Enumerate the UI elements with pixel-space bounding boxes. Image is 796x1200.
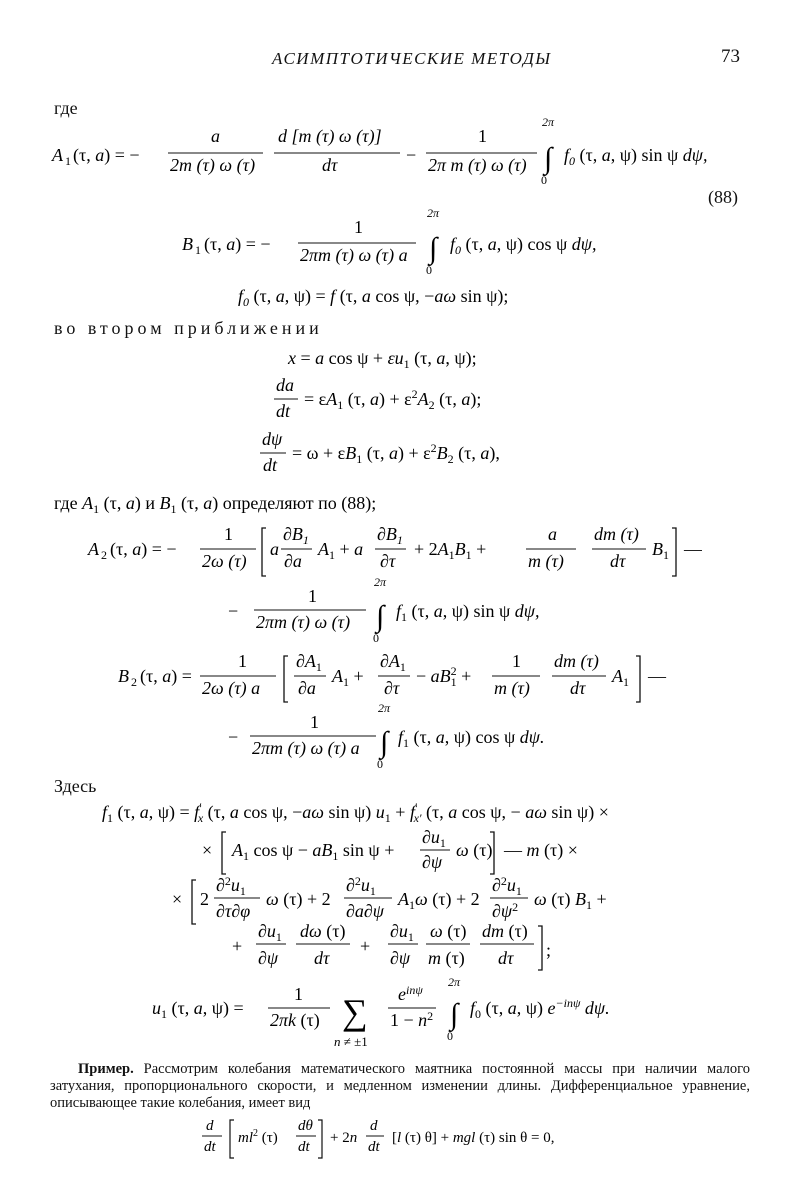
- svg-text:(τ, a) =: (τ, a) =: [140, 666, 192, 686]
- svg-text:1: 1: [512, 651, 521, 671]
- equation-a2-line1: [86, 520, 702, 582]
- svg-text:B: B: [118, 666, 129, 686]
- svg-text:2π: 2π: [427, 206, 440, 220]
- svg-text:dθ: dθ: [298, 1118, 313, 1134]
- equation-b2-line1: [116, 648, 676, 708]
- svg-text:1 − n2: $1 - n^2$: [390, 1009, 434, 1030]
- svg-text:f0 (τ, a, ψ) = f (τ, a cos: $f_0$ (τ, a, ψ) = f (τ, a cos ψ, −aω sin ψ);: [238, 286, 509, 309]
- svg-text:A: A: [52, 145, 63, 165]
- svg-text:1: 1: [354, 217, 363, 237]
- equation-b1: [180, 203, 640, 283]
- svg-text:dτ: dτ: [322, 155, 338, 175]
- svg-text:ω (τ) B1 +: ω (τ) $B_1$ +: [534, 889, 607, 912]
- svg-text:∂u1: $\partial u_1$: [390, 921, 414, 944]
- svg-text:m (τ): m (τ): [428, 948, 465, 968]
- svg-text:einψ: $e^{in\psi}$: [398, 983, 423, 1004]
- svg-text:A1 + a: $A_1 + a$: [318, 539, 364, 562]
- svg-text:A1 cos ψ − aB1 sin ψ +: $A_1$ $\cos \psi - aB_1$ sin ψ +: [232, 840, 395, 863]
- svg-text:−: −: [228, 727, 239, 747]
- svg-text:∫: ∫: [376, 600, 385, 633]
- svg-text:0: 0: [426, 263, 432, 277]
- svg-text:dτ: dτ: [498, 948, 514, 968]
- svg-text:∂2u1: $\partial^2u_1$: [492, 874, 522, 898]
- equation-f1-line1: [100, 798, 670, 828]
- svg-text:∂τ: ∂τ: [384, 678, 400, 698]
- svg-text:A: A: [88, 539, 99, 559]
- svg-text:= εA1 (τ, a) + ε2A2 (τ, a);: = $\varepsilon A_1$ (τ, $a) + \varepsilon^2A_2$ (τ, a);: [304, 387, 482, 412]
- example-equation: [200, 1114, 600, 1162]
- text-gde: где: [54, 98, 78, 118]
- svg-text:d: d: [370, 1118, 378, 1134]
- svg-text:1: 1: [195, 243, 201, 257]
- svg-text:∂τ∂φ: ∂τ∂φ: [216, 901, 251, 921]
- svg-text:0: 0: [541, 173, 547, 187]
- svg-text:∂ψ: ∂ψ: [390, 948, 411, 968]
- svg-text:dτ: dτ: [610, 551, 626, 571]
- svg-text:∫: ∫: [380, 726, 389, 759]
- text-second-approx: во втором приближении: [54, 318, 323, 338]
- svg-text:+ 2n: + 2n: [330, 1130, 358, 1146]
- svg-text:0: 0: [447, 1029, 453, 1043]
- svg-text:∂2u1: $\partial^2u_1$: [346, 874, 376, 898]
- svg-text:−: −: [228, 601, 239, 621]
- svg-text:∫: ∫: [429, 232, 438, 265]
- svg-text:2πm (τ) ω (τ): 2πm (τ) ω (τ): [256, 612, 351, 632]
- svg-text:2π: 2π: [448, 975, 461, 989]
- svg-text:∂a: ∂a: [298, 678, 316, 698]
- svg-text:+: +: [232, 936, 243, 956]
- svg-text:ω (τ): ω (τ): [430, 921, 467, 941]
- svg-text:(τ, a) = −: (τ, a) = −: [73, 145, 140, 165]
- svg-text:n ≠ ±1: n ≠ ±1: [334, 1034, 368, 1049]
- svg-text:f0 (τ, a, ψ) cos ψ dψ,: $f_0$ (τ, a, ψ) cos ψ dψ,: [450, 234, 597, 257]
- svg-text:∑: ∑: [342, 992, 368, 1032]
- equation-dadt: [272, 375, 532, 425]
- svg-text:f1 (τ, a, ψ) cos ψ dψ.: $f_1$ (τ, a, ψ) cos ψ dψ.: [398, 727, 545, 750]
- svg-text:= ω + εB1 (τ, a) + ε2B2 (τ,: = $\omega + \varepsilon B_1$ (τ, $a) + \varepsilon^2B_2$ (τ, a),: [292, 441, 500, 466]
- svg-text:− aB21 +: − $aB^2$ 1 +: [416, 664, 472, 689]
- svg-text:f0 (τ, a, ψ) sin ψ dψ,: $f_0$ (τ, a, ψ) sin ψ dψ,: [564, 145, 708, 168]
- equation-u1: [150, 974, 670, 1052]
- svg-text:×: ×: [172, 889, 183, 909]
- svg-text:A1ω (τ) + 2: $A_1\omega$ (τ) + 2: [398, 889, 480, 912]
- svg-text:u1 (τ, a, ψ) =: $u_1$ (τ, a, ψ) =: [152, 998, 244, 1021]
- svg-text:dm (τ): dm (τ): [594, 524, 639, 544]
- svg-text:a: a: [548, 524, 557, 544]
- svg-text:2ω (τ) a: 2ω (τ) a: [202, 678, 261, 698]
- svg-text:ω (τ): ω (τ): [456, 840, 493, 860]
- text-gde-2: [52, 490, 432, 518]
- svg-text:da: da: [276, 375, 294, 395]
- svg-text:dψ: dψ: [262, 429, 283, 449]
- svg-text:dm (τ): dm (τ): [482, 921, 528, 941]
- svg-text:2πk (τ): 2πk (τ): [270, 1010, 320, 1030]
- equation-f1-line2: [200, 826, 600, 878]
- svg-text:ml2 (τ): $ml^2$ (τ): [238, 1128, 278, 1146]
- svg-text:d: d: [206, 1118, 214, 1134]
- svg-text:2π m (τ) ω (τ): 2π m (τ) ω (τ): [428, 155, 527, 175]
- equation-a2-line2: [226, 574, 586, 646]
- svg-text:0: 0: [377, 757, 383, 771]
- svg-text:dt: dt: [368, 1139, 380, 1155]
- svg-text:2: 2: [101, 548, 107, 562]
- svg-text:∂2u1: $\partial^2u_1$: [216, 874, 246, 898]
- svg-text:∂B1: $\partial B_1$: [283, 524, 309, 547]
- svg-text:f0 (τ, a, ψ) e−inψ dψ.: $f_0$ (τ, a, ψ) $e^{-in\psi}$ dψ.: [470, 996, 610, 1021]
- svg-text:m (τ): m (τ): [528, 551, 564, 571]
- running-header: АСИМПТОТИЧЕСКИЕ МЕТОДЫ: [272, 49, 552, 68]
- svg-text:∫: ∫: [544, 142, 553, 175]
- equation-b2-line2: [226, 700, 586, 772]
- svg-text:2πm (τ) ω (τ) a: 2πm (τ) ω (τ) a: [252, 738, 360, 758]
- equation-dpsidt: [258, 428, 558, 480]
- svg-text:2: 2: [200, 889, 209, 909]
- svg-text:a: a: [211, 126, 220, 146]
- svg-text:1: 1: [294, 984, 303, 1004]
- example-paragraph: [50, 1061, 750, 1112]
- svg-text:x = a cos ψ + εu1 (τ, a, ψ);: x = a $\cos \psi + \varepsilon u_1$ (τ, a, ψ);: [288, 348, 477, 371]
- svg-text:(τ, a) = −: (τ, a) = −: [204, 234, 271, 254]
- equation-x: [286, 345, 526, 373]
- svg-text:A1 +: $A_1$ +: [332, 666, 364, 689]
- svg-text:2π: 2π: [374, 575, 387, 589]
- svg-text:ω (τ) + 2: ω (τ) + 2: [266, 889, 331, 909]
- svg-text:∂a: ∂a: [284, 551, 302, 571]
- svg-text:m (τ): m (τ): [494, 678, 530, 698]
- svg-text:[l (τ) θ] + mgl (τ) sin θ = 0,: [l (τ) θ] + mgl (τ) sin θ = 0,: [392, 1130, 555, 1146]
- svg-text:∂ψ: ∂ψ: [422, 852, 443, 872]
- svg-text:1: 1: [65, 154, 71, 168]
- svg-text:2m (τ) ω (τ): 2m (τ) ω (τ): [170, 155, 256, 175]
- svg-text:∂ψ2: $\partial\psi^2$: [492, 900, 519, 921]
- svg-text:∫: ∫: [450, 998, 459, 1031]
- svg-text:+: +: [360, 936, 371, 956]
- svg-text:;: ;: [546, 940, 552, 960]
- svg-text:dt: dt: [263, 455, 278, 475]
- svg-text:a: a: [270, 539, 279, 559]
- equation-a1: [50, 108, 770, 190]
- svg-text:∂ψ: ∂ψ: [258, 948, 279, 968]
- svg-text:∂τ: ∂τ: [380, 551, 396, 571]
- svg-text:A1: $A_1$: [612, 666, 629, 689]
- svg-text:B: B: [182, 234, 193, 254]
- svg-text:где A1 (τ, a) и B1 (τ, a): где $A_1$ (τ, a) и $B_1$ (τ, a) определяют по (88);: [54, 493, 377, 516]
- page-number: 73: [721, 46, 740, 67]
- svg-text:d [m (τ) ω (τ)]: d [m (τ) ω (τ)]: [278, 126, 382, 146]
- svg-text:dτ: dτ: [314, 948, 330, 968]
- svg-text:— m (τ) ×: — m (τ) ×: [504, 840, 578, 860]
- svg-text:—: —: [648, 666, 666, 686]
- svg-text:dτ: dτ: [570, 678, 586, 698]
- svg-text:dt: dt: [204, 1139, 216, 1155]
- svg-text:+ 2A1B1 +: + $2A_1B_1$ +: [414, 539, 487, 562]
- svg-text:2: 2: [131, 675, 137, 689]
- example-label: Пример.: [78, 1061, 134, 1077]
- svg-text:−: −: [406, 145, 417, 165]
- svg-text:2ω (τ): 2ω (τ): [202, 551, 247, 571]
- svg-text:∂A1: $\partial A_1$: [380, 651, 406, 674]
- svg-text:∂A1: $\partial A_1$: [296, 651, 322, 674]
- svg-text:dt: dt: [276, 401, 291, 421]
- svg-text:∂u1: $\partial u_1$: [258, 921, 282, 944]
- svg-text:0: 0: [373, 631, 379, 645]
- svg-text:2π: 2π: [378, 701, 391, 715]
- svg-text:(τ, a) = −: (τ, a) = −: [110, 539, 177, 559]
- svg-text:2πm (τ) ω (τ) a: 2πm (τ) ω (τ) a: [300, 245, 408, 265]
- svg-text:∂B1: $\partial B_1$: [377, 524, 403, 547]
- svg-text:×: ×: [202, 840, 213, 860]
- svg-text:∂a∂ψ: ∂a∂ψ: [346, 901, 384, 921]
- svg-text:1: 1: [308, 586, 317, 606]
- equation-number: (88): [708, 187, 738, 207]
- svg-text:B1: $B_1$: [652, 539, 669, 562]
- svg-text:1: 1: [224, 524, 233, 544]
- svg-text:f1 (τ, a, ψ) sin ψ dψ,: $f_1$ (τ, a, ψ) sin ψ dψ,: [396, 601, 540, 624]
- svg-text:1: 1: [310, 712, 319, 732]
- svg-text:dt: dt: [298, 1139, 310, 1155]
- svg-text:1: 1: [478, 126, 487, 146]
- svg-text:1: 1: [238, 651, 247, 671]
- svg-text:dm (τ): dm (τ): [554, 651, 599, 671]
- equation-f0: [236, 282, 576, 312]
- svg-text:2π: 2π: [542, 115, 555, 129]
- svg-text:∂u1: $\partial u_1$: [422, 827, 446, 850]
- example-body: Рассмотрим колебания математического маятника постоянной массы при наличии малого затухания, пропорционального скорости, и медленном изменении длины. Дифференциальное уравнение, описывающее такие колебания, имеет вид: [50, 1061, 751, 1111]
- equation-f1-line4: [230, 920, 570, 976]
- svg-text:f1 (τ, a, ψ) = f′x (τ, a co: $f_1$ (τ, a, ψ) = f′ x (τ, a cos ψ, −aω sin ψ) $u_1 + f'$ x′ (τ, a cos ψ, − aω sin ψ) ×: [102, 800, 609, 825]
- text-zdes: Здесь: [54, 776, 97, 796]
- svg-text:dω (τ): dω (τ): [300, 921, 346, 941]
- svg-text:—: —: [684, 539, 702, 559]
